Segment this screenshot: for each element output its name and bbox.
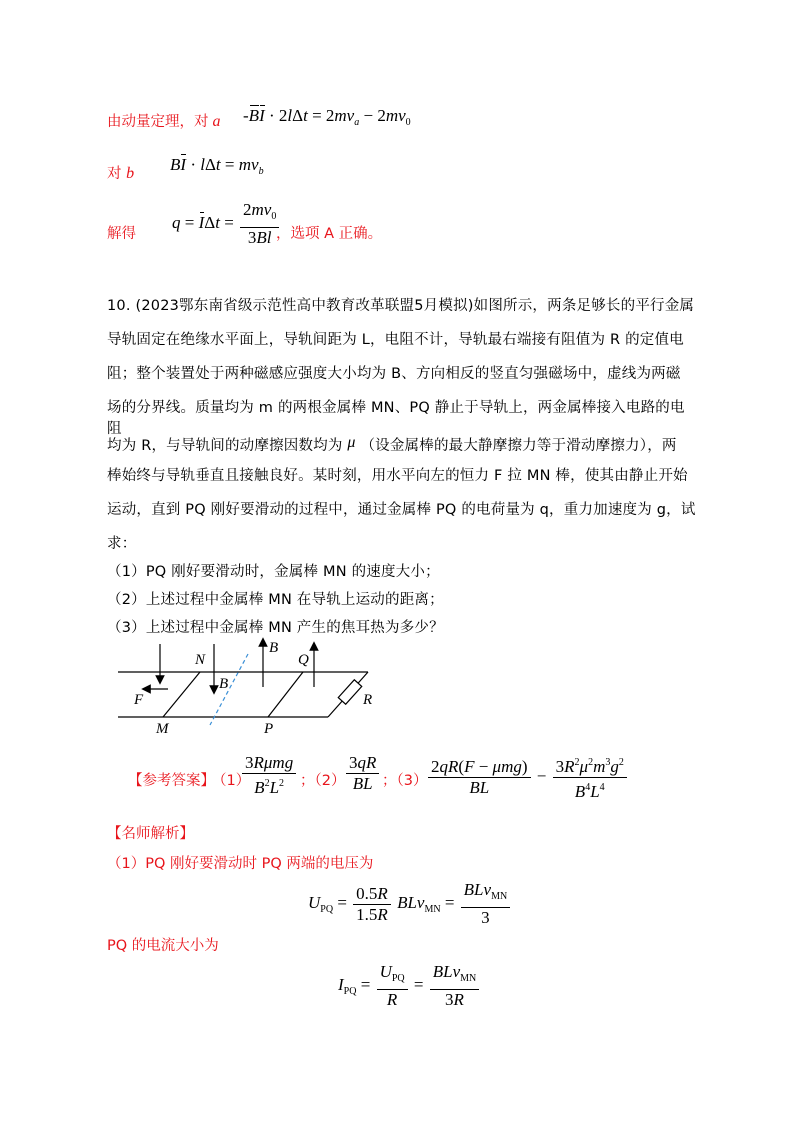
current-equation: $I_{PQ}$ = $\frac{U_{PQ}}{R}$ = $\frac{BLv_{MN}}{3R}$ xyxy=(338,962,481,1010)
intro-line-2-text: 对 xyxy=(107,166,122,182)
answer-part-2-label: ；（2） xyxy=(300,773,346,789)
rod-pq xyxy=(268,672,303,717)
intro-line-1 xyxy=(107,110,221,131)
label-n: N xyxy=(195,652,206,668)
stem-line-8: 求： xyxy=(107,536,137,552)
momentum-equation-b: BI · $l\Delta t = mv_b$ xyxy=(170,155,264,177)
stem-line-6: 棒始终与导轨垂直且接触良好。某时刻，用水平向左的恒力 F 拉 MN 棒，使其由静止开始 xyxy=(107,468,688,484)
stem-text-5a: 均为 R，与导轨间的动摩擦因数均为 xyxy=(107,438,343,454)
label-m: M xyxy=(156,721,169,737)
problem-stem xyxy=(107,296,697,646)
rod-mn xyxy=(163,672,200,717)
mu-symbol: μ xyxy=(347,434,356,451)
stem-line-4: 场的分界线。质量均为 m 的两根金属棒 MN、PQ 静止于导轨上，两金属棒接入电路的电阻 xyxy=(107,400,685,437)
analysis-title: 【名师解析】 xyxy=(107,826,194,842)
intro-line-3-suffix: ，选项 A 正确。 xyxy=(276,226,383,242)
answer-part-3-label: ；（3） xyxy=(382,773,428,789)
stem-text-1: 如图所示，两条足够长的平行金属 xyxy=(473,298,695,314)
voltage-equation: $U_{PQ}$ = $\frac{0.5R}{1.5R}$ BLv$_{MN}$ = $\frac{BLv_{MN}}{3}$ xyxy=(308,880,512,928)
resistor-r xyxy=(338,680,361,705)
intro-line-3 xyxy=(107,222,136,243)
label-r: R xyxy=(363,692,373,708)
question-1: （1）PQ 刚好要滑动时，金属棒 MN 的速度大小； xyxy=(107,564,440,580)
intro-line-1-text: 由动量定理，对 xyxy=(107,114,209,130)
stem-line-1 xyxy=(107,296,697,330)
problem-number: 10. xyxy=(107,298,131,314)
label-p: P xyxy=(264,721,274,737)
label-b-up: B xyxy=(269,640,279,656)
momentum-equation-a: $-BI \cdot 2l\Delta t = 2mv_a - 2mv_0$ xyxy=(243,106,411,128)
problem-source: (2023鄂东南省级示范性高中教育改革联盟5月模拟) xyxy=(135,298,474,314)
question-2: （2）上述过程中金属棒 MN 在导轨上运动的距离； xyxy=(107,592,444,608)
analysis-step-1: （1）PQ 刚好要滑动时 PQ 两端的电压为 xyxy=(107,856,374,872)
answer-3-formula: $\frac{\text{2qR(F − μmg)}}{BL}$ − $\frac{3R^2\mu^2m^3g^2}{B^4L^4}$ xyxy=(426,753,629,802)
intro-line-2-var: b xyxy=(126,165,135,182)
intro-line-2 xyxy=(107,162,134,183)
label-f: F xyxy=(134,692,144,708)
answer-title: 【参考答案】 xyxy=(128,773,215,789)
answer-2-formula: $\frac{3qR}{BL}$ xyxy=(344,753,381,794)
intro-line-3-text: 解得 xyxy=(107,226,136,242)
field-boundary xyxy=(210,654,248,725)
analysis-step-2: PQ 的电流大小为 xyxy=(107,938,219,954)
label-q: Q xyxy=(298,652,309,668)
stem-line-2: 导轨固定在绝缘水平面上，导轨间距为 L，电阻不计，导轨最右端接有阻值为 R 的定值电 xyxy=(107,332,684,348)
answer-1-formula: $\frac{\text{3Rμmg}}{B^2L^2}$ xyxy=(240,753,298,798)
stem-line-5 xyxy=(107,432,697,466)
stem-line-7: 运动，直到 PQ 刚好要滑动的过程中，通过金属棒 PQ 的电荷量为 q，重力加速度为 g，试 xyxy=(107,502,696,518)
stem-text-5b: （设金属棒的最大静摩擦力等于滑动摩擦力），两 xyxy=(360,438,677,454)
rails-diagram xyxy=(118,632,388,740)
intro-line-1-var: a xyxy=(212,113,221,130)
label-b-down: B xyxy=(219,676,229,692)
stem-line-3: 阻；整个装置处于两种磁感应强度大小均为 B、方向相反的竖直匀强磁场中，虚线为两磁 xyxy=(107,366,681,382)
question-3: （3）上述过程中金属棒 MN 产生的焦耳热为多少？ xyxy=(107,620,444,636)
charge-result-equation: q = IΔt = $\frac{2mv_0}{3Bl}$ xyxy=(172,200,281,248)
answer-part-1-label: （1） xyxy=(212,773,251,789)
